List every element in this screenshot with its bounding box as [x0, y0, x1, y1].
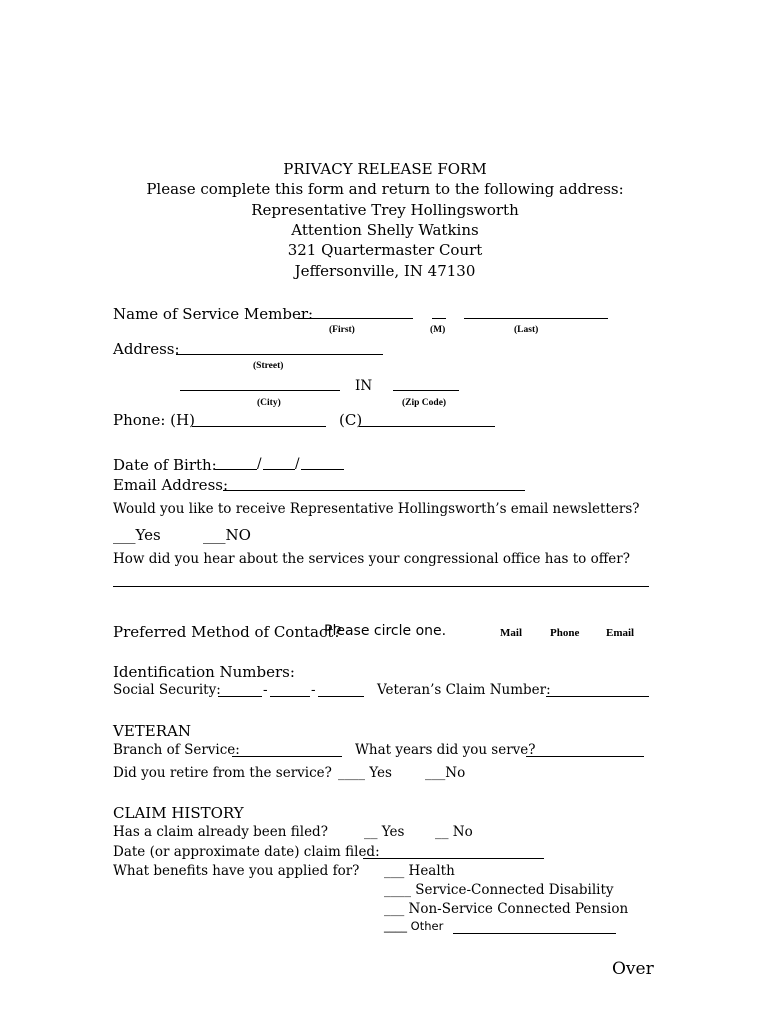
zip-field[interactable]: [393, 390, 459, 391]
cell-phone-field[interactable]: [359, 426, 495, 427]
ssn-dash-2: -: [311, 682, 316, 698]
street-field[interactable]: [176, 354, 383, 355]
last-caption: (Last): [514, 325, 539, 335]
street-caption: (Street): [253, 361, 284, 371]
city-field[interactable]: [180, 390, 340, 391]
claim-date-label: Date (or approximate date) claim filed:: [113, 844, 380, 860]
benefit-option-health[interactable]: ___ Health: [384, 863, 455, 879]
retire-yes-option[interactable]: ____ Yes: [338, 765, 392, 781]
form-title: PRIVACY RELEASE FORM: [283, 160, 487, 178]
newsletter-question: Would you like to receive Representative Hollingsworth’s email newsletters?: [113, 501, 640, 517]
newsletter-yes-option[interactable]: ___Yes: [113, 526, 161, 544]
retire-no-option[interactable]: ___No: [425, 765, 466, 781]
dob-label: Date of Birth:: [113, 456, 217, 474]
other-benefit-field[interactable]: [453, 933, 616, 934]
contact-option-mail[interactable]: Mail: [500, 627, 522, 639]
address-line-3: 321 Quartermaster Court: [287, 241, 483, 259]
middle-initial-field[interactable]: [432, 318, 446, 319]
ssn-part-1-field[interactable]: [218, 696, 262, 697]
dob-day-field[interactable]: [263, 469, 295, 470]
veteran-heading: VETERAN: [113, 722, 191, 740]
retire-question: Did you retire from the service?: [113, 765, 332, 781]
claim-number-field[interactable]: [546, 696, 649, 697]
dob-separator-2: /: [295, 456, 300, 472]
claim-date-field[interactable]: [363, 858, 544, 859]
home-phone-field[interactable]: [192, 426, 326, 427]
ssn-part-3-field[interactable]: [318, 696, 364, 697]
over-label: Over: [612, 959, 654, 979]
email-field[interactable]: [223, 490, 525, 491]
address-line-1: Representative Trey Hollingsworth: [251, 201, 519, 219]
city-caption: (City): [257, 398, 281, 408]
hear-question: How did you hear about the services your congressional office has to offer?: [113, 551, 630, 567]
claim-filed-yes-option[interactable]: __ Yes: [364, 824, 405, 840]
home-phone-label: Phone: (H): [113, 411, 195, 429]
address-line-4: Jeffersonville, IN 47130: [294, 262, 476, 280]
benefit-option-service-connected[interactable]: ____ Service-Connected Disability: [384, 882, 614, 898]
claim-number-label: Veteran’s Claim Number:: [377, 682, 551, 698]
hear-answer-field[interactable]: [113, 586, 649, 587]
newsletter-no-option[interactable]: ___NO: [203, 526, 251, 544]
ssn-part-2-field[interactable]: [270, 696, 310, 697]
dob-year-field[interactable]: [301, 469, 344, 470]
dob-month-field[interactable]: [215, 469, 257, 470]
zip-caption: (Zip Code): [402, 398, 447, 408]
contact-hint: Please circle one.: [324, 623, 447, 639]
address-line-2: Attention Shelly Watkins: [291, 221, 479, 239]
email-label: Email Address:: [113, 476, 229, 494]
years-served-field[interactable]: [526, 756, 644, 757]
contact-option-phone[interactable]: Phone: [550, 627, 580, 639]
years-served-label: What years did you serve?: [355, 742, 536, 758]
branch-label: Branch of Service:: [113, 742, 240, 758]
middle-caption: (M): [430, 325, 446, 335]
claim-filed-question: Has a claim already been filed?: [113, 824, 328, 840]
branch-field[interactable]: [232, 756, 342, 757]
claim-history-heading: CLAIM HISTORY: [113, 804, 244, 822]
contact-option-email[interactable]: Email: [606, 627, 635, 639]
benefits-question: What benefits have you applied for?: [113, 863, 360, 879]
state-value: IN: [355, 378, 373, 394]
contact-label: Preferred Method of Contact?: [113, 623, 342, 641]
ssn-dash-1: -: [263, 682, 268, 698]
service-member-label: Name of Service Member:: [113, 305, 314, 323]
cell-phone-label: (C): [339, 411, 363, 429]
ssn-label: Social Security:: [113, 682, 221, 698]
form-instruction: Please complete this form and return to the following address:: [146, 180, 624, 198]
benefit-option-other[interactable]: ____ Other: [384, 919, 444, 933]
first-name-field[interactable]: [298, 318, 413, 319]
benefit-option-non-service-pension[interactable]: ___ Non-Service Connected Pension: [384, 901, 629, 917]
ids-heading: Identification Numbers:: [113, 663, 295, 681]
claim-filed-no-option[interactable]: __ No: [435, 824, 473, 840]
last-name-field[interactable]: [464, 318, 608, 319]
dob-separator-1: /: [257, 456, 262, 472]
first-caption: (First): [329, 325, 355, 335]
address-label: Address:: [113, 340, 180, 358]
